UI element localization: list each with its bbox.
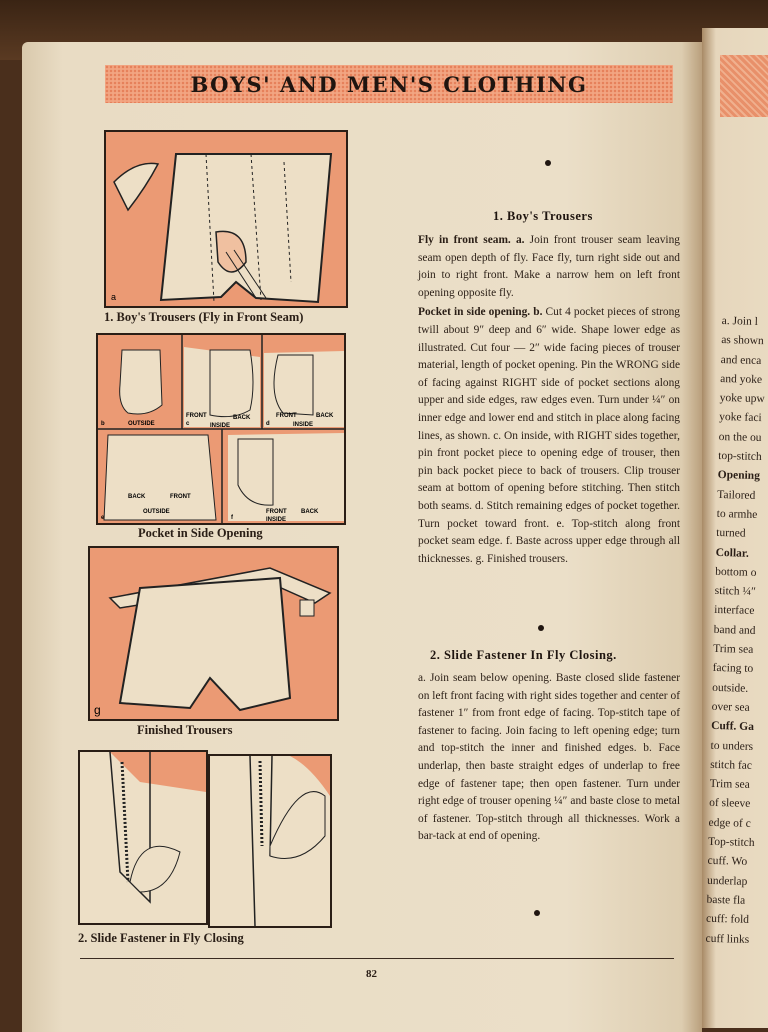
facing-page-line: Opening bbox=[717, 469, 761, 483]
figure-label: INSIDE bbox=[293, 422, 314, 428]
pocket-steps-illustration bbox=[98, 335, 344, 523]
facing-page-line: edge of c bbox=[708, 816, 751, 830]
facing-page-line: yoke faci bbox=[719, 411, 762, 425]
ornament-dot bbox=[538, 625, 544, 631]
paragraph bbox=[418, 232, 680, 302]
facing-page-line: band and bbox=[713, 623, 756, 637]
figure-label: FRONT bbox=[266, 509, 287, 515]
paragraph: a. Join seam below opening. Baste closed slide fastener on left front facing with right sides together and center of fastener 1″ from front edge of facing. Top-stitch tape of fastener to facing. Join facing to left opening edge; turn and top-stitch the inner and finished edges. b. Face underlap, then baste straight edges of underlap to free edge of fastener tape; then open fastener. Turn under right edge of trouser opening ¼″ and baste close to metal of fastener. Top-stitch through all thicknesses. Work a bar-tack at end of opening. bbox=[418, 672, 680, 843]
figure-label: c bbox=[186, 421, 190, 427]
slide-fastener-step-a bbox=[80, 752, 206, 923]
figure-label: BACK bbox=[316, 413, 334, 419]
facing-page-line: stitch ¼″ bbox=[714, 585, 757, 599]
facing-page-line: underlap bbox=[706, 874, 748, 888]
facing-page-line: to armhe bbox=[716, 507, 758, 521]
figure-label: FRONT bbox=[170, 494, 191, 500]
finished-trousers-illustration bbox=[90, 548, 337, 719]
facing-page-line: Top-stitch bbox=[707, 835, 755, 850]
figure-boys-trousers-fly bbox=[104, 130, 348, 308]
facing-page-line: of sleeve bbox=[708, 797, 751, 811]
figure-label: g bbox=[94, 703, 101, 717]
ornament-dot bbox=[545, 160, 551, 166]
facing-page-line: baste fla bbox=[706, 893, 746, 907]
paragraph bbox=[418, 304, 680, 568]
figure-caption: Pocket in Side Opening bbox=[138, 526, 263, 540]
figure-label: e bbox=[101, 515, 105, 521]
figure-caption: 1. Boy's Trousers (Fly in Front Seam) bbox=[104, 310, 304, 324]
section-2-body bbox=[418, 670, 680, 846]
figure-label: INSIDE bbox=[266, 517, 287, 523]
figure-label: b bbox=[101, 421, 105, 427]
facing-page-line: interface bbox=[714, 604, 755, 618]
facing-page-line: Collar. bbox=[715, 546, 749, 560]
paragraph-lead: Pocket in side opening. b. bbox=[418, 306, 543, 319]
facing-page-banner bbox=[720, 55, 768, 117]
figure-label: BACK bbox=[128, 494, 146, 500]
facing-page-line: to unders bbox=[710, 739, 754, 753]
facing-page-line: cuff. Wo bbox=[707, 855, 748, 869]
figure-label: INSIDE bbox=[210, 423, 231, 429]
figure-pocket-side-opening bbox=[96, 333, 346, 525]
ornament-dot bbox=[534, 910, 540, 916]
figure-label: a bbox=[111, 292, 117, 302]
figure-label: f bbox=[231, 515, 233, 521]
paragraph-lead: Fly in front seam. a. bbox=[418, 234, 525, 246]
page-header-banner bbox=[105, 65, 673, 103]
facing-page-line: and yoke bbox=[720, 372, 763, 386]
figure-finished-trousers bbox=[88, 546, 339, 721]
page-title: BOYS' AND MEN'S CLOTHING bbox=[190, 71, 588, 97]
figure-caption: 2. Slide Fastener in Fly Closing bbox=[78, 931, 244, 945]
figure-label: BACK bbox=[233, 415, 251, 421]
facing-page-line: outside. bbox=[712, 681, 749, 695]
page-number: 82 bbox=[366, 968, 377, 980]
facing-page-line: stitch fac bbox=[709, 758, 753, 772]
section-heading: 1. Boy's Trousers bbox=[493, 209, 593, 223]
facing-page-line: a. Join l bbox=[721, 314, 759, 328]
figure-caption: Finished Trousers bbox=[137, 723, 233, 737]
facing-page-line: Trim sea bbox=[709, 777, 750, 792]
slide-fastener-step-b bbox=[210, 756, 330, 926]
footer-rule bbox=[80, 958, 674, 959]
facing-page-line: as shown bbox=[721, 334, 764, 348]
figure-label: OUTSIDE bbox=[128, 421, 155, 427]
section-1-body bbox=[418, 232, 680, 568]
facing-page-line: on the ou bbox=[718, 430, 762, 444]
paragraph-text: Join front trouser seam leaving seam open depth of fly. Face fly, turn right side out and join to right front. Make a narrow hem on left front opening opposite fly. bbox=[418, 234, 680, 299]
facing-page-line: bottom o bbox=[715, 565, 757, 579]
facing-page-line: over sea bbox=[711, 700, 750, 714]
figure-label: FRONT bbox=[186, 413, 207, 419]
figure-label: OUTSIDE bbox=[143, 509, 170, 515]
figure-label: d bbox=[266, 421, 270, 427]
facing-page-line: Trim sea bbox=[713, 642, 754, 656]
figure-label: FRONT bbox=[276, 413, 297, 419]
facing-page-line: top-stitch bbox=[718, 450, 762, 464]
figure-label: BACK bbox=[301, 509, 319, 515]
facing-page-line: turned bbox=[716, 527, 746, 540]
facing-page-line: Cuff. Ga bbox=[710, 720, 755, 734]
facing-page-line: cuff: fold bbox=[705, 912, 750, 927]
trousers-fly-illustration bbox=[106, 132, 346, 306]
facing-page-line: and enca bbox=[720, 353, 762, 367]
facing-page-line: facing to bbox=[712, 662, 754, 676]
section-heading: 2. Slide Fastener In Fly Closing. bbox=[430, 648, 617, 662]
facing-page-line: yoke upw bbox=[719, 392, 765, 406]
figure-slide-fastener-a bbox=[78, 750, 208, 925]
figure-slide-fastener-b bbox=[208, 754, 332, 928]
paragraph-text: Cut 4 pocket pieces of strong twill about 9″ deep and 6″ wide. Shape lower edge as illustrated. Cut four — 2″ wide facing pieces of trouser material, length of pocket opening. Pin the WRONG side of facing against RIGHT side of pocket sections along upper and side edges, raw edges even. Turn under ¼″ on inner edge and lower end and stitch in place along facing lines, as shown. c. On inside, with RIGHT sides together, pin front pocket piece to opening edge of trouser, then pin back pocket piece to back of trousers. Clip trouser seam at bottom of opening before stitching. Then stitch both seams. d. Stitch remaining edges of pocket together. Turn pocket toward front. e. Top-stitch along front pocket seam edge. f. Baste across upper edge through all thicknesses. g. Finished trousers. bbox=[418, 306, 680, 565]
facing-page-line: cuff links bbox=[705, 932, 750, 946]
facing-page-line: Tailored bbox=[717, 488, 756, 502]
